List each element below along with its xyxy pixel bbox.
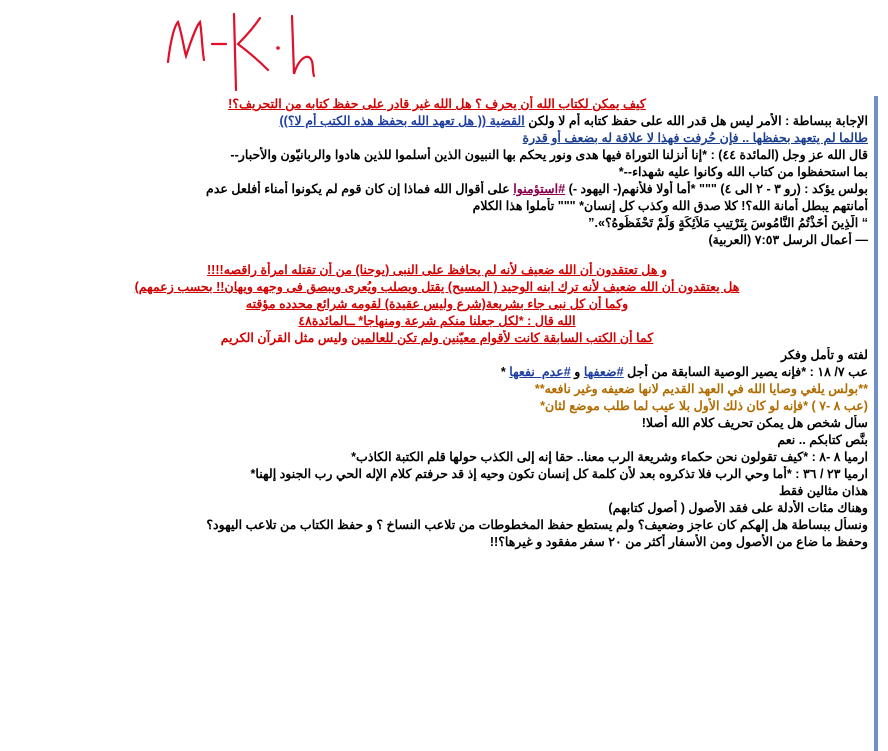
paul-cancels-line: **بولس يلغي وصايا الله في العهد القديم لانها ضعيفه وغير نافعه** (534, 382, 868, 396)
hashtag-link[interactable]: #استؤمنوا (513, 182, 566, 196)
hashtag-link[interactable]: #ضعفها (583, 365, 624, 379)
hashtag-link[interactable]: #عدم_نفعها (509, 365, 571, 379)
hebrews-verse: عب ٧/ ١٨ : *فإنه يصير الوصية السابقة من أجل #ضعفها و #عدم_نفعها * (500, 365, 868, 379)
hundreds-evidence: وهناك مئات الأدلة على فقد الأصول ( أصول كتابهم) (608, 501, 868, 515)
paul-quote-line-1: بولس يؤكد : (رو ٣ - ٢ الى ٤) """ *أما أولا فلأنهم(- اليهود -) #استؤمنوا على أقوال الله فماذا إن كان قوم لم يكونوا أمناء أفلعل عدم (206, 182, 868, 196)
answer-line-1: الإجابة ببساطة : الأمر ليس هل قدر الله على حفظ كتابه أم لا ولكن القضية (( هل تعهد الله بحفظ هذه الكتب أم لا؟)) (279, 114, 868, 128)
article-body (6, 96, 868, 551)
question-highlight: القضية (( هل تعهد الله بحفظ هذه الكتب أم لا؟)) (279, 114, 525, 128)
acts-quote: “ الَّذِينَ أَخَذْتُمُ النَّامُوسَ بِتَرْتِيبِ مَلاَئِكَةٍ وَلَمْ تَحْفَظُوهُ؟».” (588, 216, 868, 230)
answer-line-2: طالما لم يتعهد بحفظها .. فإن حُرفت فهذا لا علاقة له بضعف أو قدرة (522, 131, 868, 145)
handwritten-signature (160, 4, 330, 94)
article-heading: كيف يمكن لكتاب الله أن يحرف ؟ هل الله غير قادر على حفظ كتابه من التحريف؟! (228, 97, 646, 111)
hebrews-8-7: (عب ٨ -٧ ) *فإنه لو كان ذلك الأول بلا عيب لما طلب موضع لثان* (540, 399, 868, 413)
quran-verse-line-1: قال الله عز وجل (المائدة ٤٤) : *إنا أنزلنا التوراة فيها هدى ونور يحكم بها النبيون الذين أسلموا للذين هادوا والربانيّون والأحبار-- (230, 148, 868, 162)
question-line-2: هل يعتقدون أن الله ضعيف لأنه ترك ابنه الوحيد ( المسيح) يقتل ويصلب ويُعرى ويبصق فى وجهه ويهان!! بحسب زعمهم) (134, 280, 740, 294)
quran-verse-line-2: بما استحفظوا من كتاب الله وكانوا عليه شهداء--* (618, 165, 868, 179)
acts-reference: — أعمال الرسل ٧:٥٣ (العربية) (708, 233, 868, 247)
closing-question-1: ونسأل ببساطة هل إلهكم كان عاجز وضعيف؟ ولم يستطع حفظ المخطوطات من تلاعب النساخ ؟ و حفظ الكتاب من تلاعب اليهود؟ (206, 518, 868, 532)
question-line-4: الله قال : *لكل جعلنا منكم شرعة ومنهاجا* ــالمائدة٤٨ (298, 314, 576, 328)
reflection-line: لفته و تأمل وفكر (781, 348, 868, 362)
page-right-border (874, 96, 878, 751)
question-line-3: وكما أن كل نبى جاء بشريعة(شرع وليس عقيدة) لقومه شرائع محدده مؤقته (245, 297, 629, 311)
question-line-1: و هل تعتقدون أن الله ضعيف لأنه لم يحافظ على النبى (يوحنا) من أن تقتله امرأة راقصه!!!! (206, 263, 668, 277)
question-line-5: كما أن الكتب السابقة كانت لأقوام معيّنين ولم تكن للعالمين وليس مثل القرآن الكريم (220, 331, 654, 345)
two-examples: هذان مثالين فقط (779, 484, 868, 498)
jeremiah-23-36: ارميا ٢٣ / ٣٦ : *أما وحي الرب فلا تذكروه بعد لأن كلمة كل إنسان تكون وحيه إذ قد حرفتم كلام الإله الحي رب الجنود إلهنا* (250, 467, 868, 481)
paul-quote-line-2: أمانتهم يبطل أمانة الله؟! كلا صدق الله وكذب كل إنسان* """ تأملوا هذا الكلام (472, 199, 868, 213)
question-asked: سأل شخص هل يمكن تحريف كلام الله أصلا! (641, 416, 868, 430)
answer-yes: بنَّص كتابكم .. نعم (777, 433, 868, 447)
closing-question-2: وحفظ ما ضاع من الأصول ومن الأسفار أكثر من ٢٠ سفر مفقود و غيرها؟!! (489, 535, 868, 549)
spacer (6, 249, 868, 262)
jeremiah-8-8: ارميا ٨ -٨ : *كيف تقولون نحن حكماء وشريعة الرب معنا.. حقا إنه إلى الكذب حولها قلم الكتبة الكاذب* (351, 450, 868, 464)
